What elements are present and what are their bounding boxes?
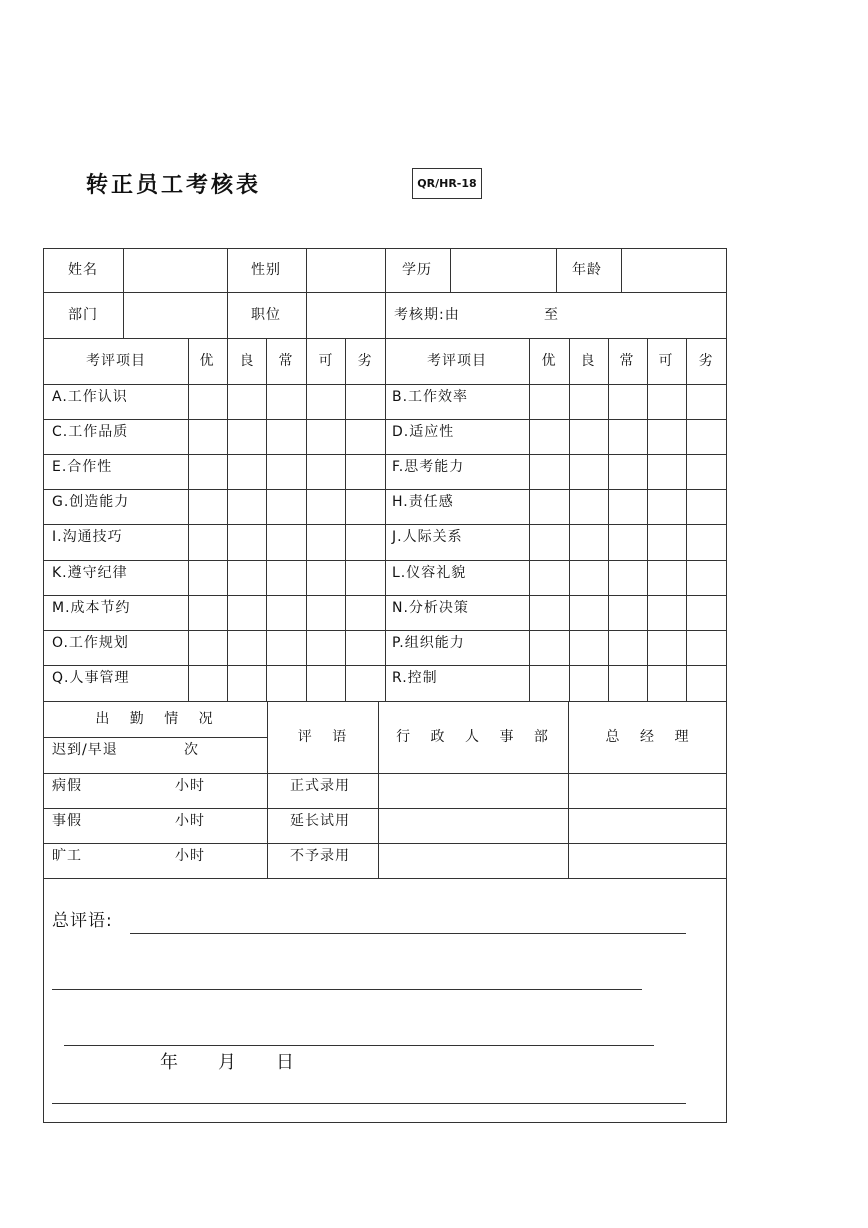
option-reject: 不予录用 <box>290 848 350 864</box>
rating-item-header-left: 考评项目 <box>86 353 146 369</box>
col-divider <box>529 338 530 701</box>
rating-item: B.工作效率 <box>392 389 469 405</box>
rating-item: F.思考能力 <box>392 459 465 475</box>
row-divider <box>44 773 726 774</box>
rating-item: H.责任感 <box>392 494 454 510</box>
col-divider <box>569 338 570 701</box>
summary-line <box>130 933 686 934</box>
col-divider <box>556 249 557 292</box>
col-divider <box>450 249 451 292</box>
col-divider <box>378 701 379 878</box>
date-month: 月 <box>218 1052 237 1073</box>
row-divider <box>44 808 726 809</box>
rating-item: I.沟通技巧 <box>52 529 123 545</box>
grade-header: 劣 <box>357 353 373 369</box>
rating-item: G.创造能力 <box>52 494 130 510</box>
col-divider <box>385 249 386 384</box>
grade-header: 可 <box>318 353 334 369</box>
rating-item: E.合作性 <box>52 459 113 475</box>
general-manager-header: 总 经 理 <box>605 729 697 745</box>
date-day: 日 <box>276 1052 295 1073</box>
rating-item: D.适应性 <box>392 424 455 440</box>
signature-line <box>52 1103 686 1104</box>
date-year: 年 <box>160 1052 179 1073</box>
col-divider <box>686 338 687 701</box>
col-divider <box>266 338 267 701</box>
col-divider <box>621 249 622 292</box>
rating-item: L.仪容礼貌 <box>392 565 467 581</box>
summary-label: 总评语: <box>52 911 113 931</box>
option-extend-probation: 延长试用 <box>290 813 350 829</box>
col-divider <box>647 338 648 701</box>
label-period-from: 考核期:由 <box>394 307 460 323</box>
col-divider <box>188 338 189 701</box>
grade-header: 常 <box>278 353 294 369</box>
form-code-box: QR/HR-18 <box>412 168 482 199</box>
grade-header: 劣 <box>698 353 714 369</box>
col-divider <box>227 249 228 338</box>
rating-item: M.成本节约 <box>52 600 131 616</box>
unit-hours: 小时 <box>175 778 205 794</box>
label-age: 年龄 <box>572 262 602 278</box>
evaluation-form <box>43 248 727 1123</box>
label-position: 职位 <box>251 307 281 323</box>
rating-item: Q.人事管理 <box>52 670 130 686</box>
col-divider <box>608 338 609 701</box>
col-divider <box>123 249 124 338</box>
rating-item: J.人际关系 <box>392 529 463 545</box>
label-education: 学历 <box>402 262 432 278</box>
col-divider <box>267 701 268 878</box>
unit-times: 次 <box>184 742 199 758</box>
form-title: 转正员工考核表 <box>86 173 262 198</box>
label-absence: 旷工 <box>52 848 82 864</box>
grade-header: 常 <box>619 353 635 369</box>
label-period-to: 至 <box>544 307 559 323</box>
hr-dept-header: 行 政 人 事 部 <box>396 729 556 745</box>
col-divider <box>306 338 307 701</box>
summary-line <box>64 1045 654 1046</box>
option-formal-hire: 正式录用 <box>290 778 350 794</box>
summary-line <box>52 989 642 990</box>
rating-item: R.控制 <box>392 670 438 686</box>
label-gender: 性别 <box>251 262 281 278</box>
label-department: 部门 <box>68 307 98 323</box>
label-name: 姓名 <box>68 262 98 278</box>
col-divider <box>306 249 307 338</box>
rating-item-header-right: 考评项目 <box>427 353 487 369</box>
grade-header: 可 <box>658 353 674 369</box>
attendance-title: 出 勤 情 况 <box>95 711 221 727</box>
col-divider <box>227 338 228 701</box>
rating-item: N.分析决策 <box>392 600 469 616</box>
rating-item: P.组织能力 <box>392 635 465 651</box>
label-late: 迟到/早退 <box>52 742 118 758</box>
col-divider <box>345 338 346 701</box>
row-divider <box>44 737 267 738</box>
rating-item: K.遵守纪律 <box>52 565 128 581</box>
rating-item: A.工作认识 <box>52 389 128 405</box>
unit-hours: 小时 <box>175 848 205 864</box>
unit-hours: 小时 <box>175 813 205 829</box>
row-divider <box>44 843 726 844</box>
comment-header: 评 语 <box>297 729 355 745</box>
col-divider <box>568 701 569 878</box>
label-personal-leave: 事假 <box>52 813 82 829</box>
grade-header: 优 <box>541 353 557 369</box>
row-divider <box>44 878 726 879</box>
row-divider <box>44 701 726 702</box>
rating-item: O.工作规划 <box>52 635 129 651</box>
col-divider <box>385 384 386 701</box>
grade-header: 优 <box>199 353 215 369</box>
label-sick-leave: 病假 <box>52 778 82 794</box>
rating-item: C.工作品质 <box>52 424 129 440</box>
grade-header: 良 <box>239 353 255 369</box>
grade-header: 良 <box>580 353 596 369</box>
